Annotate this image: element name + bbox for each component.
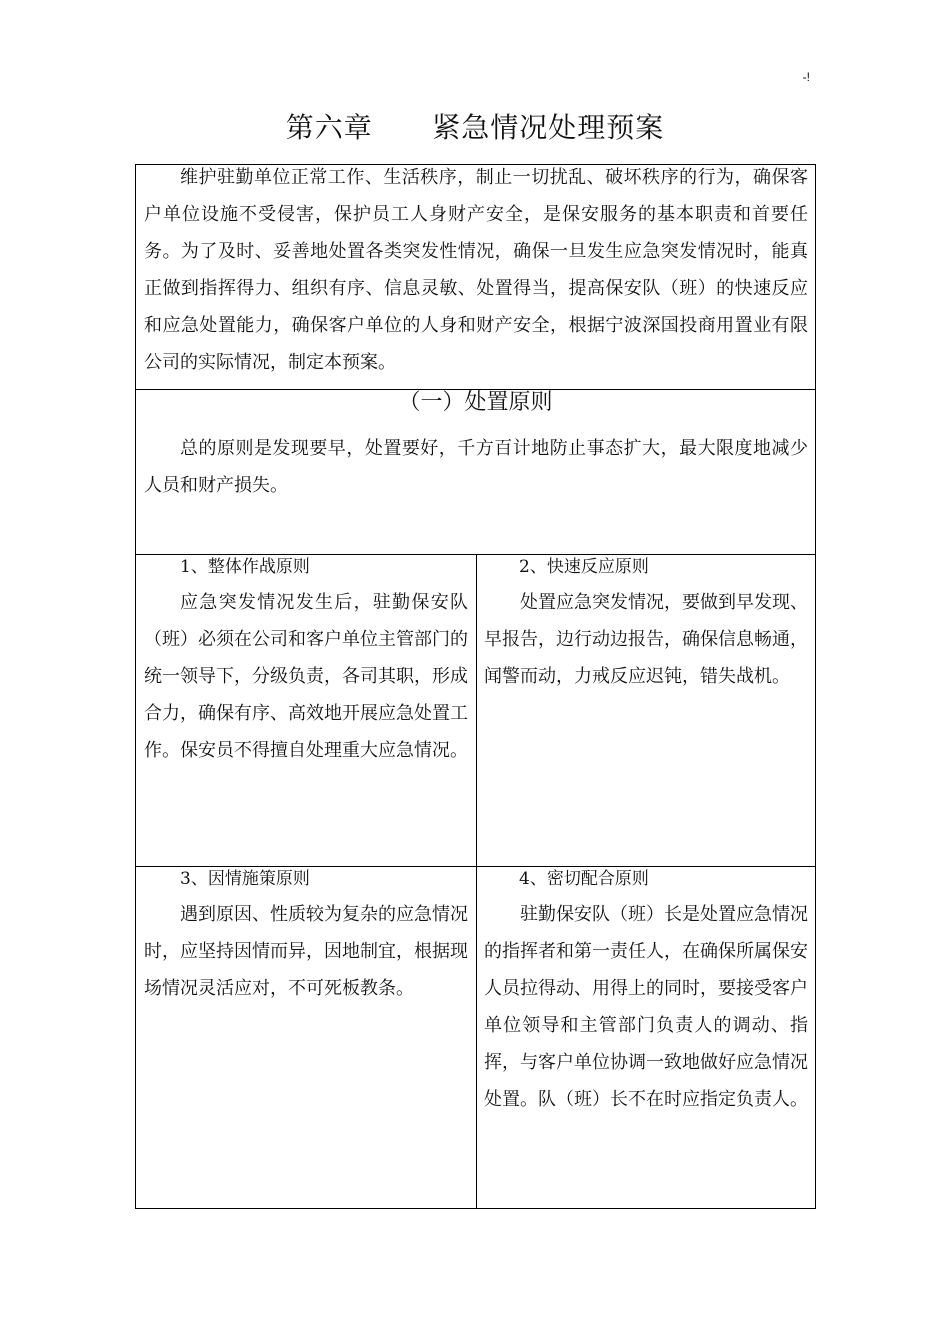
document-title: 第六章 紧急情况处理预案	[285, 111, 665, 144]
principle-body: 处置应急突发情况，要做到早发现、早报告，边行动边报告，确保信息畅通，闻警而动，力戒反应迟钝，错失战机。	[484, 592, 808, 687]
principle-heading: 4、密切配合原则	[519, 869, 649, 889]
principle-heading: 1、整体作战原则	[180, 557, 310, 577]
principle-body: 驻勤保安队（班）长是处置应急情况的指挥者和第一责任人，在确保所属保安人员拉得动、用得上的同时，要接受客户单位领导和主管部门负责人的调动、指挥，与客户单位协调一致地做好应急情况处置。队（班）长不在时应指定负责人。	[484, 904, 808, 1110]
principle-heading: 2、快速反应原则	[519, 557, 649, 577]
column-divider	[476, 554, 477, 1209]
principle-body: 应急突发情况发生后，驻勤保安队（班）必须在公司和客户单位主管部门的统一领导下，分级负责，各司其职，形成合力，确保有序、高效地开展应急处置工作。保安员不得擅自处理重大应急情况。	[144, 592, 468, 761]
principle-body: 遇到原因、性质较为复杂的应急情况时，应坚持因情而异，因地制宜，根据现场情况灵活应对，不可死板教条。	[144, 904, 468, 999]
section-heading: （一）处置原则	[398, 390, 553, 415]
general-principle-text: 总的原则是发现要早，处置要好，千方百计地防止事态扩大，最大限度地减少人员和财产损失。	[144, 438, 808, 496]
principle-heading: 3、因情施策原则	[180, 869, 310, 889]
content-table	[135, 164, 816, 1209]
page-mark: -!	[802, 70, 810, 84]
intro-paragraph: 维护驻勤单位正常工作、生活秩序，制止一切扰乱、破坏秩序的行为，确保客户单位设施不受侵害，保护员工人身财产安全，是保安服务的基本职责和首要任务。为了及时、妥善地处置各类突发性情况，确保一旦发生应急突发情况时，能真正做到指挥得力、组织有序、信息灵敏、处置得当，提高保安队（班）的快速反应和应急处置能力，确保客户单位的人身和财产安全，根据宁波深国投商用置业有限公司的实际情况，制定本预案。	[144, 167, 808, 373]
